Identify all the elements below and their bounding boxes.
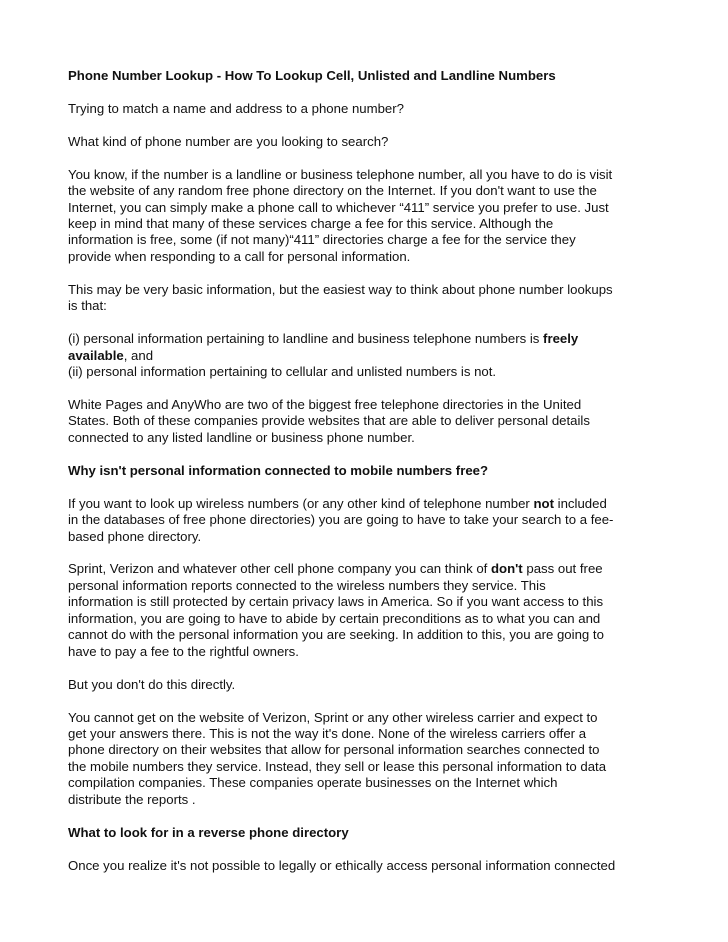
carriers-text: Sprint, Verizon and whatever other cell phone company you can think of: [68, 561, 491, 577]
text-line: the website of any random free phone directory on the Internet. If you don't want to use the: [68, 183, 597, 199]
text-line: You cannot get on the website of Verizon, Sprint or any other wireless carrier and expect to: [68, 709, 598, 725]
text-line: cannot do with the personal information you are seeking. In addition to this, you are going to: [68, 627, 604, 643]
paragraph-carriers: [68, 561, 668, 660]
text-line: information, you are going to have to abide by certain preconditions as to what you can and: [68, 610, 601, 626]
text-line: compilation companies. These companies operate businesses on the Internet which: [68, 775, 558, 791]
paragraph-411: [68, 167, 668, 266]
text-line: get your answers there. This is not the way it's done. None of the wireless carriers offer a: [68, 725, 587, 741]
text-line: Internet, you can simply make a phone call to whichever “411” service you prefer to use. Just: [68, 199, 609, 215]
point-i-bold-available: available: [68, 347, 124, 363]
point-ii: (ii) personal information pertaining to cellular and unlisted numbers is not.: [68, 364, 497, 380]
text-line: distribute the reports .: [68, 791, 196, 807]
point-i-bold-freely: freely: [543, 331, 579, 347]
paragraph-points: [68, 331, 668, 380]
text-line: White Pages and AnyWho are two of the biggest free telephone directories in the United: [68, 396, 582, 412]
text-line: have to pay a fee to the rightful owners.: [68, 643, 299, 659]
point-i-end: , and: [123, 347, 154, 363]
text-line: information is still protected by certain privacy laws in America. So if you want access to this: [68, 594, 604, 610]
point-i-line-2: [68, 348, 668, 364]
wireless-bold-not: not: [533, 495, 554, 511]
text-line: This may be very basic information, but the easiest way to think about phone number lookups: [68, 281, 613, 297]
kind-question: What kind of phone number are you looking to search?: [68, 133, 389, 149]
paragraph-wireless: [68, 496, 668, 545]
paragraph-not-directly: But you don't do this directly.: [68, 676, 236, 692]
text-line: based phone directory.: [68, 528, 202, 544]
wireless-text-end: included: [554, 495, 607, 511]
text-line: the mobile numbers they service. Instead, they sell or lease this personal information to data: [68, 758, 607, 774]
point-i-line-1: [68, 331, 668, 347]
carriers-bold-dont: don't: [491, 561, 523, 577]
text-line: is that:: [68, 298, 107, 314]
point-i-text: (i) personal information pertaining to landline and business telephone numbers is: [68, 331, 544, 347]
wireless-line-1: [68, 496, 668, 512]
text-line: You know, if the number is a landline or business telephone number, all you have to do is visit: [68, 166, 613, 182]
intro-question: Trying to match a name and address to a phone number?: [68, 100, 404, 116]
wireless-text: If you want to look up wireless numbers (or any other kind of telephone number: [68, 495, 534, 511]
text-line: information is free, some (if not many)“411” directories charge a fee for the service they: [68, 232, 576, 248]
carriers-line-1: [68, 561, 668, 577]
document-page: [68, 68, 668, 890]
text-line: personal information reports connected to the wireless numbers they service. This: [68, 577, 546, 593]
paragraph-verizon: [68, 710, 668, 809]
heading-mobile-numbers: Why isn't personal information connected to mobile numbers free?: [68, 462, 489, 478]
text-line: phone directory on their websites that allow for personal information searches connected to: [68, 742, 600, 758]
paragraph-final: Once you realize it's not possible to legally or ethically access personal information connected: [68, 857, 616, 873]
text-line: States. Both of these companies provide websites that are able to deliver personal details: [68, 413, 590, 429]
text-line: provide when responding to a call for personal information.: [68, 248, 411, 264]
text-line: in the databases of free phone directories) you are going to have to take your search to a fee-: [68, 512, 614, 528]
carriers-text-end: pass out free: [522, 561, 603, 577]
paragraph-white-pages: [68, 397, 668, 446]
text-line: connected to any listed landline or business phone number.: [68, 429, 415, 445]
paragraph-basic-info: [68, 282, 668, 315]
heading-reverse-directory: What to look for in a reverse phone directory: [68, 824, 349, 840]
text-line: keep in mind that many of these services charge a fee for this service. Although the: [68, 216, 554, 232]
document-title: Phone Number Lookup - How To Lookup Cell, Unlisted and Landline Numbers: [68, 68, 556, 83]
